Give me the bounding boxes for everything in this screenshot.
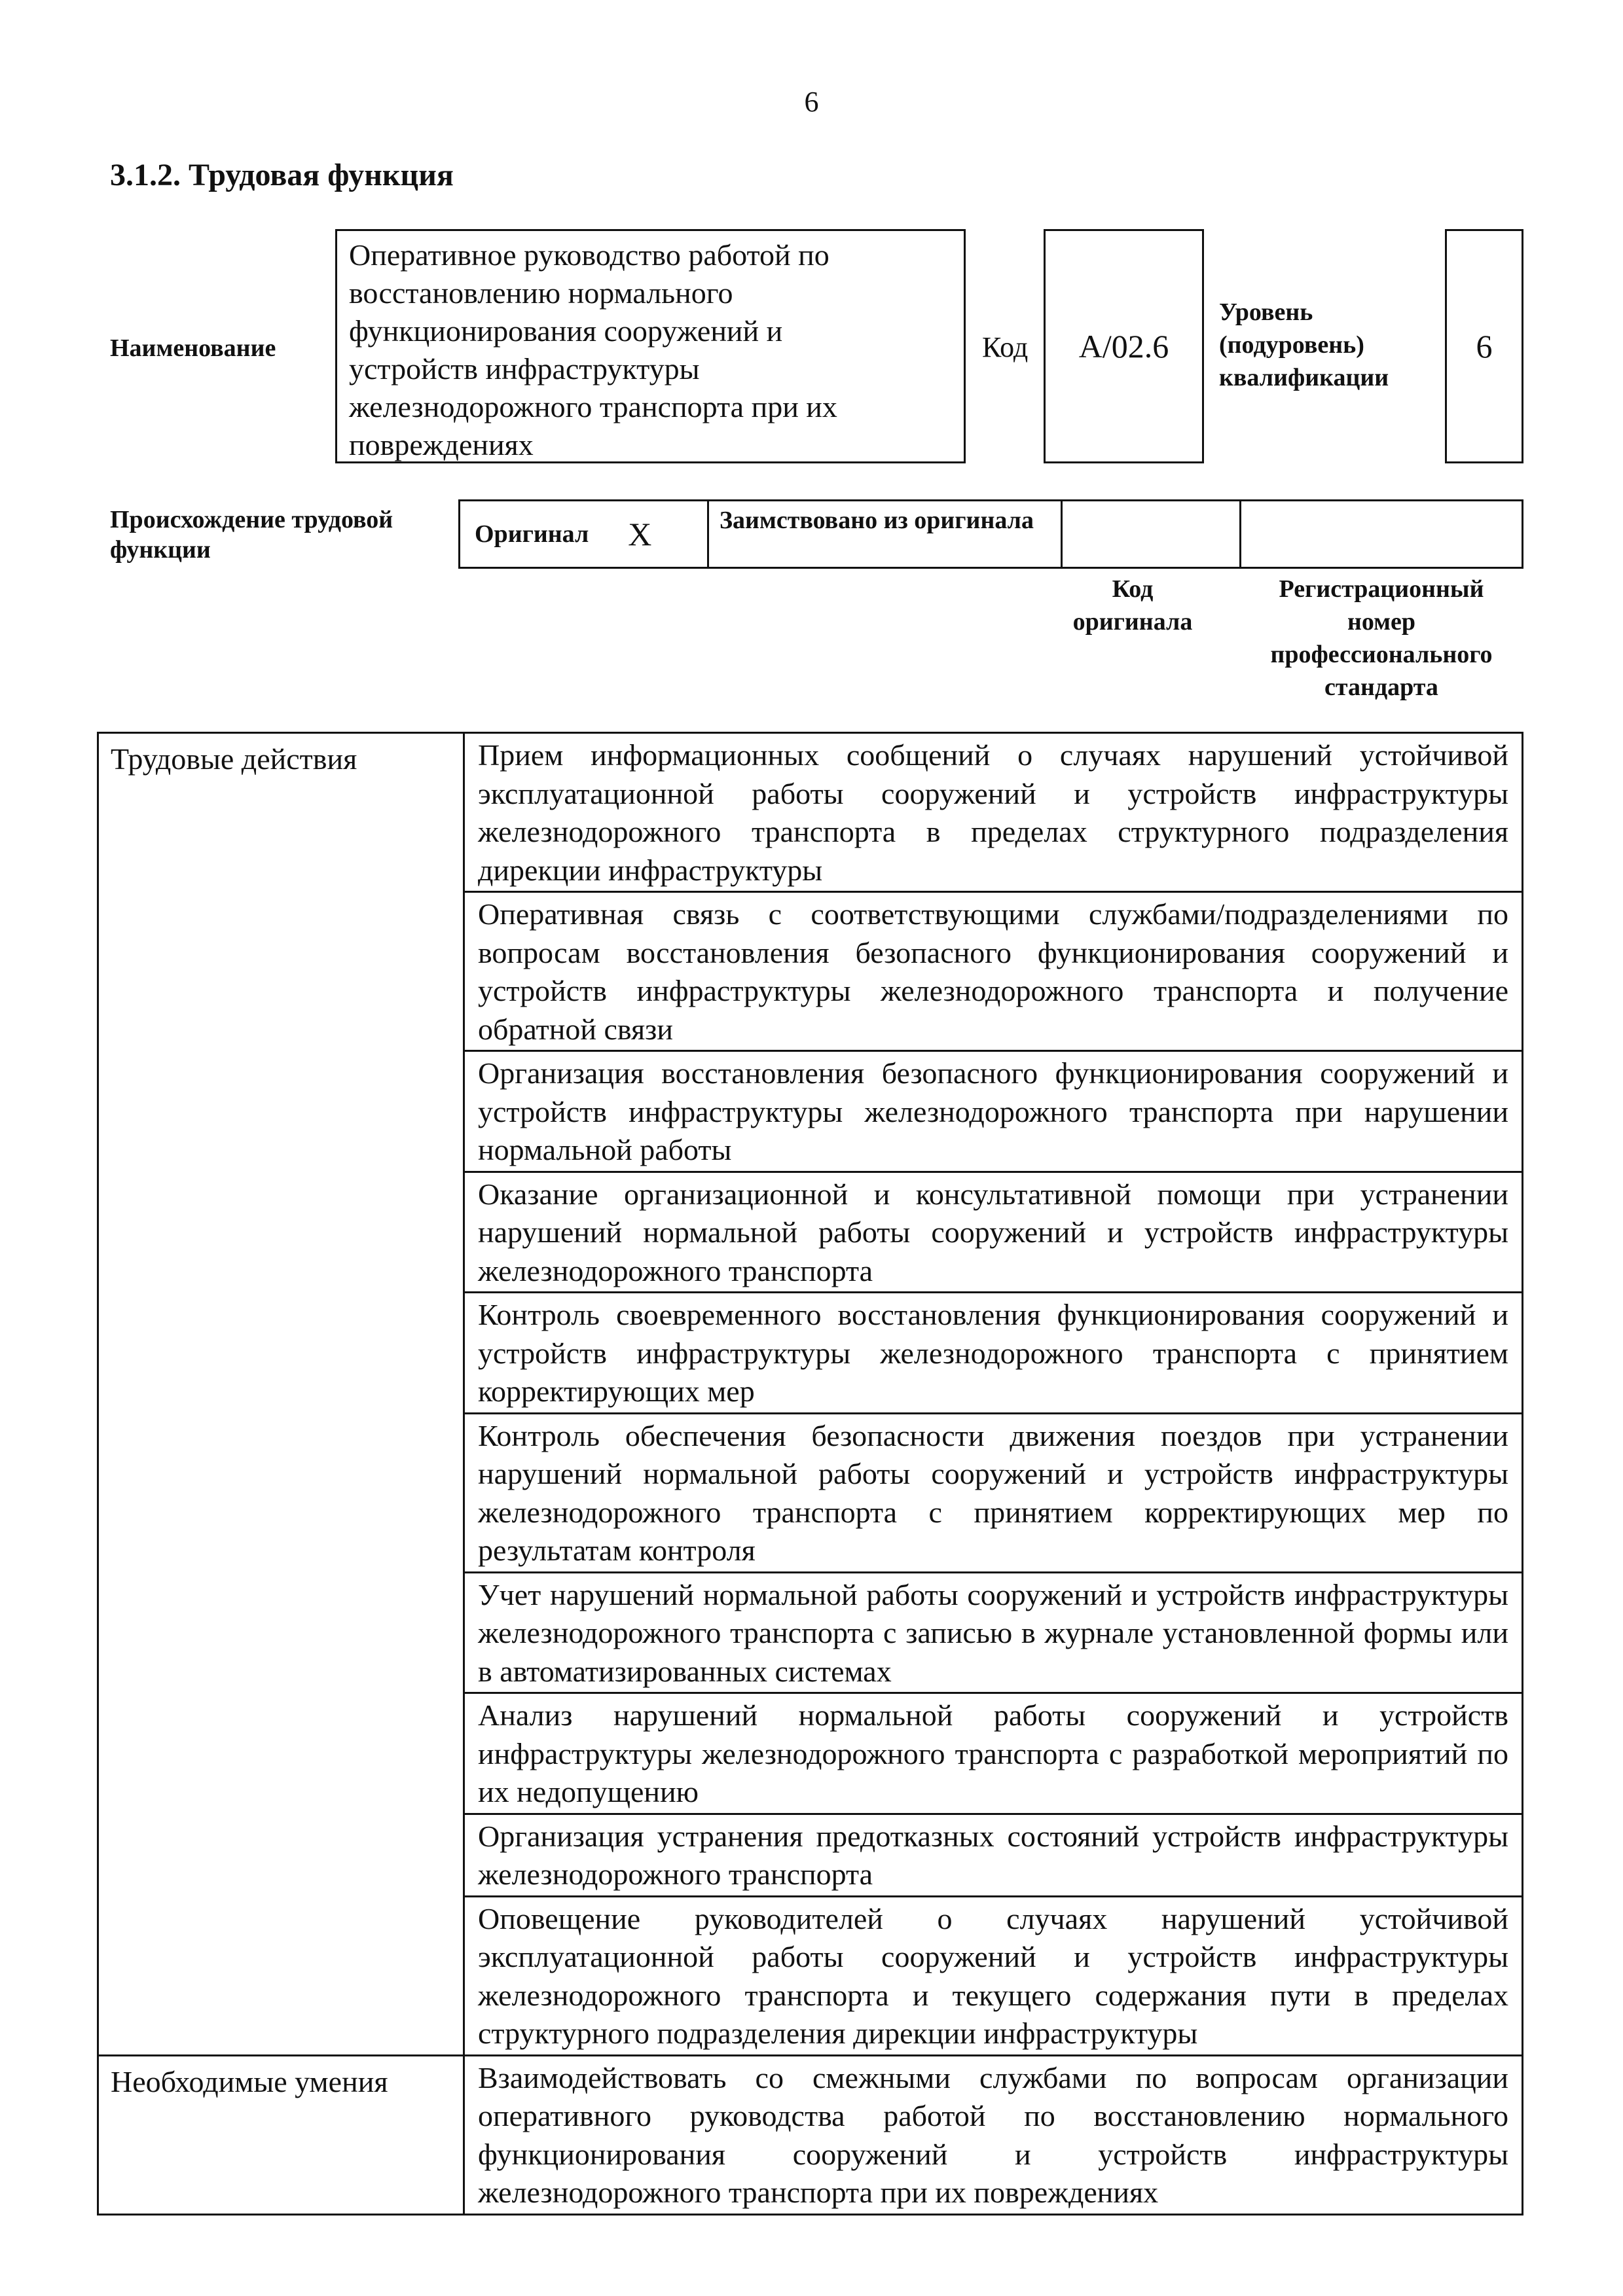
page-number: 6	[804, 86, 819, 118]
origin-label: Происхождение трудовой функции	[110, 506, 393, 564]
original-label: Оригинал	[475, 520, 589, 548]
function-name-line: железнодорожного транспорта при их	[349, 390, 837, 423]
level-value-box	[1445, 229, 1523, 463]
borrowed-label: Заимствовано из оригинала	[720, 507, 1034, 534]
original-cell	[460, 501, 709, 567]
borrowed-cell	[709, 501, 1063, 567]
action-item: Анализ нарушений нормальной работы сооружений и устройств инфраструктуры железнодорожного транспорта с разработкой мероприятий по их недопущению	[464, 1693, 1523, 1814]
function-name-line: устройств инфраструктуры	[349, 352, 700, 386]
table-row	[98, 2055, 1523, 2214]
code-value: А/02.6	[1078, 328, 1169, 365]
function-name-line: восстановлению нормального	[349, 276, 733, 310]
level-value: 6	[1476, 328, 1493, 365]
original-mark: X	[628, 516, 652, 552]
function-name-line: функционирования сооружений и	[349, 314, 783, 348]
code-label: Код	[982, 331, 1029, 363]
caption-line: стандарта	[1324, 673, 1438, 701]
action-item: Контроль своевременного восстановления функционирования сооружений и устройств инфраструктуры железнодорожного транспорта с принятием корректирующих мер	[464, 1293, 1523, 1414]
name-label: Наименование	[110, 334, 276, 362]
reg-number-cell	[1241, 501, 1522, 567]
origin-row	[458, 499, 1523, 569]
level-label	[1219, 296, 1389, 394]
section-heading: 3.1.2. Трудовая функция	[110, 158, 454, 192]
action-item: Организация восстановления безопасного функционирования сооружений и устройств инфраструктуры железнодорожного транспорта при нарушении нормальной работы	[464, 1051, 1523, 1172]
original-code-caption	[1048, 573, 1218, 638]
table-row	[98, 733, 1523, 892]
section-title-cell: Необходимые умения	[98, 2055, 464, 2214]
level-label-line: Уровень	[1219, 298, 1313, 326]
action-item: Оповещение руководителей о случаях нарушений устойчивой эксплуатационной работы сооружений и устройств инфраструктуры железнодорожного транспорта и текущего содержания пути в пределах структурного подразделения дирекции инфраструктуры	[464, 1896, 1523, 2055]
level-label-line: квалификации	[1219, 364, 1389, 391]
reg-number-caption	[1244, 573, 1519, 704]
caption-line: оригинала	[1072, 608, 1193, 636]
caption-line: Код	[1112, 575, 1154, 603]
action-item: Контроль обеспечения безопасности движения поездов при устранении нарушений нормальной работы сооружений и устройств инфраструктуры железнодорожного транспорта с принятием корректирующих мер по результатам контроля	[464, 1413, 1523, 1572]
action-item: Оказание организационной и консультативной помощи при устранении нарушений нормальной работы сооружений и устройств инфраструктуры железнодорожного транспорта	[464, 1172, 1523, 1293]
function-name-line: повреждениях	[349, 428, 534, 461]
caption-line: профессионального	[1270, 641, 1493, 668]
original-code-cell	[1063, 501, 1241, 567]
function-details-table	[97, 732, 1523, 2215]
action-item: Прием информационных сообщений о случаях нарушений устойчивой эксплуатационной работы сооружений и устройств инфраструктуры железнодорожного транспорта в пределах структурного подразделения дирекции инфраструктуры	[464, 733, 1523, 892]
skill-item: Взаимодействовать со смежными службами по вопросам организации оперативного руководства работой по восстановлению нормального функционирования сооружений и устройств инфраструктуры железнодорожного транспорта при их повреждениях	[464, 2055, 1523, 2214]
function-name-box	[335, 229, 966, 463]
section-title-cell: Трудовые действия	[98, 733, 464, 2056]
caption-line: номер	[1347, 608, 1416, 636]
code-value-box	[1044, 229, 1204, 463]
action-item: Учет нарушений нормальной работы сооружений и устройств инфраструктуры железнодорожного транспорта с записью в журнале установленной формы или в автоматизированных системах	[464, 1572, 1523, 1693]
level-label-line: (подуровень)	[1219, 331, 1364, 359]
action-item: Организация устранения предотказных состояний устройств инфраструктуры железнодорожного транспорта	[464, 1814, 1523, 1896]
action-item: Оперативная связь с соответствующими службами/подразделениями по вопросам восстановления безопасного функционирования сооружений и устройств инфраструктуры железнодорожного транспорта и получение обратной связи	[464, 892, 1523, 1051]
function-name-line: Оперативное руководство работой по	[349, 238, 830, 272]
caption-line: Регистрационный	[1279, 575, 1484, 603]
